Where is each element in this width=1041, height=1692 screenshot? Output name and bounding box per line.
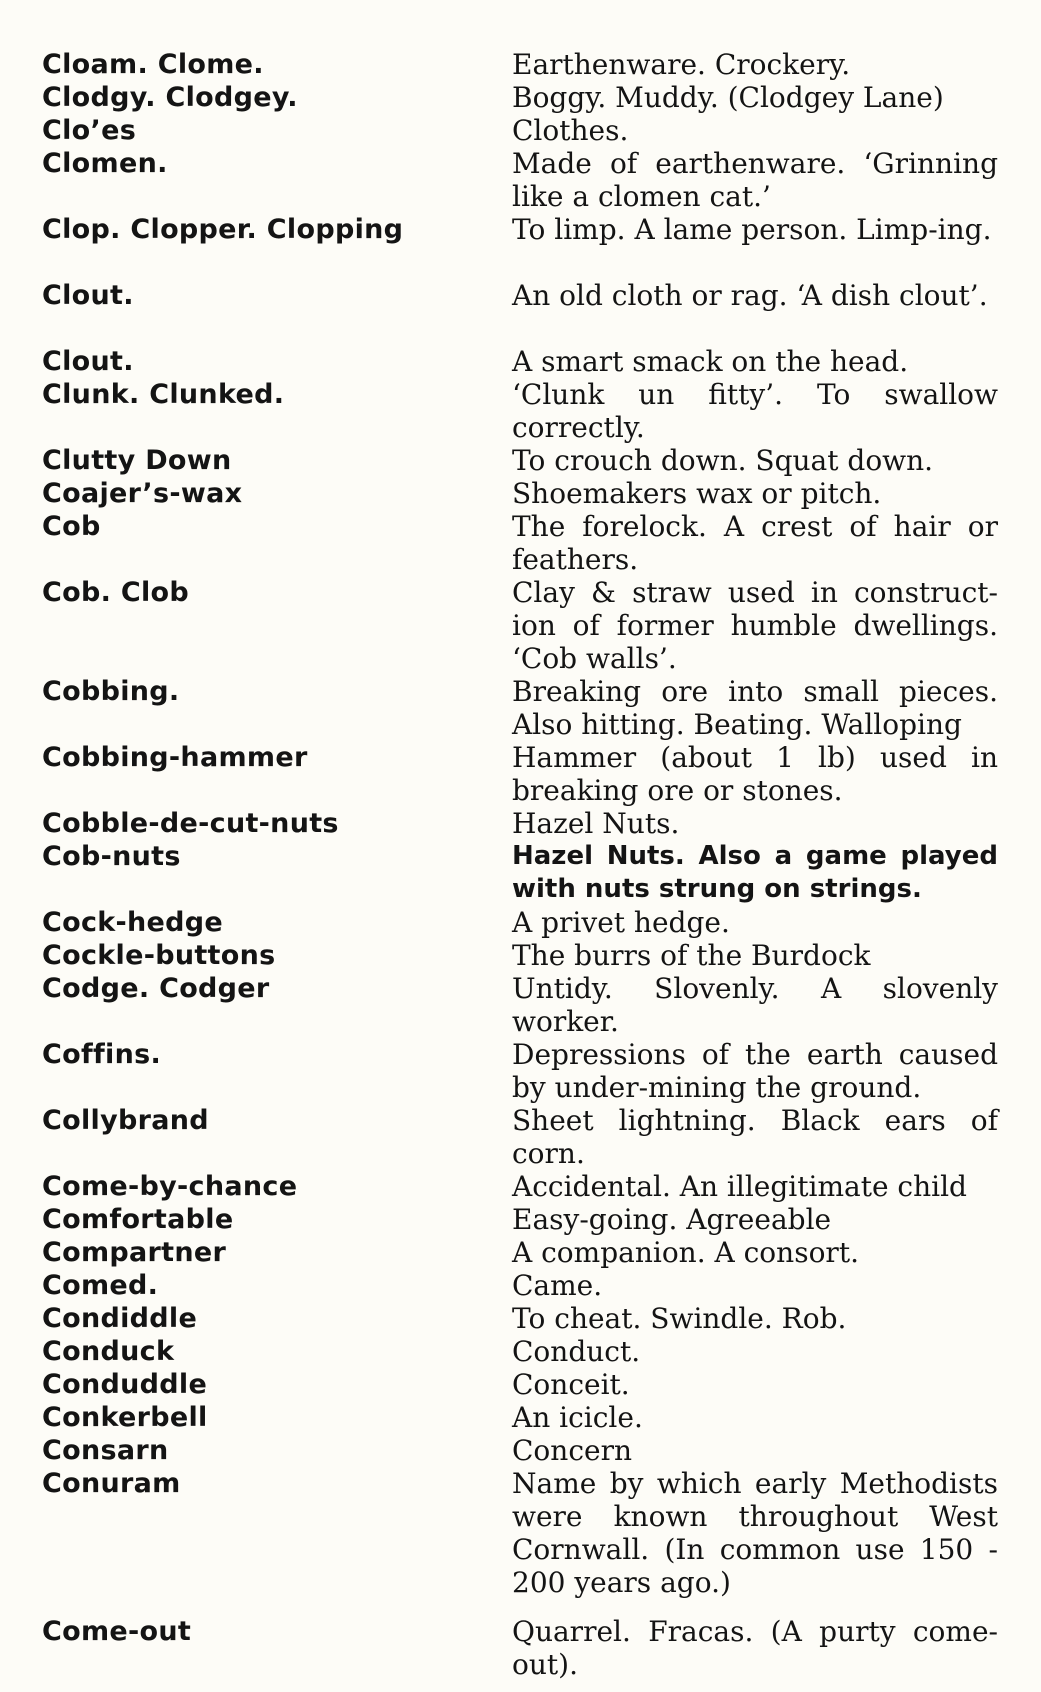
entry-definition: Accidental. An illegitimate child [512,1170,967,1203]
entry-term: Collybrand [42,1105,209,1136]
entry-definition: Breaking ore into small pieces. Also hitting. Beating. Walloping [512,675,998,741]
entry-definition: ‘Clunk un fitty’. To swallow correctly. [512,378,998,444]
entry-term: Clutty Down [42,445,232,476]
entry-definition: Depressions of the earth caused by under-mining the ground. [512,1038,998,1104]
entry-term: Condiddle [42,1303,198,1334]
entry-term: Clout. [42,280,134,311]
entry-term: Clodgy. Clodgey. [42,82,298,113]
entry-definition: Untidy. Slovenly. A slovenly worker. [512,972,998,1038]
entry-definition: Sheet lightning. Black ears of corn. [512,1104,998,1170]
entry-definition: Came. [512,1269,603,1302]
entry-term: Cockle-buttons [42,940,276,971]
entry-definition: Clay & straw used in construct-ion of former humble dwellings. ‘Cob walls’. [512,576,998,675]
entry-term: Cobble-de-cut-nuts [42,808,339,839]
entry-term: Clunk. Clunked. [42,379,285,410]
entry-term: Cob [42,511,101,542]
entry-definition: Hazel Nuts. [512,807,680,840]
entry-definition: To limp. A lame person. Limp-ing. [512,213,992,246]
entry-definition: Quarrel. Fracas. (A purty come-out). [512,1615,998,1681]
entry-definition: Hazel Nuts. Also a game played with nuts strung on strings. [512,841,998,904]
entry-definition: Earthenware. Crockery. [512,48,851,81]
entry-term: Clomen. [42,148,168,179]
entry-term: Come-out [42,1616,192,1647]
entry-definition: A privet hedge. [512,906,730,939]
entry-term: Conduck [42,1336,175,1367]
entry-definition: Name by which early Methodists were known throughout West Cornwall. (In common use 150 - 200 years ago.) [512,1467,998,1599]
entry-definition: A companion. A consort. [512,1236,859,1269]
entry-term: Comfortable [42,1204,234,1235]
entry-term: Cloam. Clome. [42,49,264,80]
entry-term: Consarn [42,1435,169,1466]
entry-term: Come-by-chance [42,1171,298,1202]
entry-definition: Hammer (about 1 lb) used in breaking ore or stones. [512,741,998,807]
entry-term: Coajer’s-wax [42,478,243,509]
entry-term: Compartner [42,1237,227,1268]
entry-term: Cob-nuts [42,841,181,872]
entry-definition: Concern [512,1434,632,1467]
entry-term: Conuram [42,1468,181,1499]
entry-term: Clo’es [42,115,137,146]
entry-term: Cobbing. [42,676,180,707]
entry-definition: To crouch down. Squat down. [512,444,934,477]
entry-definition: Conduct. [512,1335,641,1368]
entry-definition: The burrs of the Burdock [512,939,871,972]
entry-definition: An icicle. [512,1401,643,1434]
entry-definition: The forelock. A crest of hair or feathers. [512,510,998,576]
entry-term: Conduddle [42,1369,208,1400]
entry-definition: Conceit. [512,1368,630,1401]
entry-term: Codge. Codger [42,973,270,1004]
entry-term: Cock-hedge [42,907,224,938]
entry-definition: Made of earthenware. ‘Grinning like a clomen cat.’ [512,147,998,213]
entry-term: Clout. [42,346,134,377]
entry-term: Coffins. [42,1039,162,1070]
entry-term: Comed. [42,1270,159,1301]
entry-definition: To cheat. Swindle. Rob. [512,1302,847,1335]
entry-definition: Easy-going. Agreeable [512,1203,832,1236]
entry-term: Clop. Clopper. Clopping [42,214,404,245]
entry-definition: Clothes. [512,114,629,147]
entry-definition: Boggy. Muddy. (Clodgey Lane) [512,81,944,114]
entry-term: Cobbing-hammer [42,742,308,773]
entry-term: Conkerbell [42,1402,208,1433]
entry-definition: An old cloth or rag. ‘A dish clout’. [512,279,988,312]
entry-definition: A smart smack on the head. [512,345,909,378]
entry-definition: Shoemakers wax or pitch. [512,477,882,510]
entry-term: Cob. Clob [42,577,189,608]
